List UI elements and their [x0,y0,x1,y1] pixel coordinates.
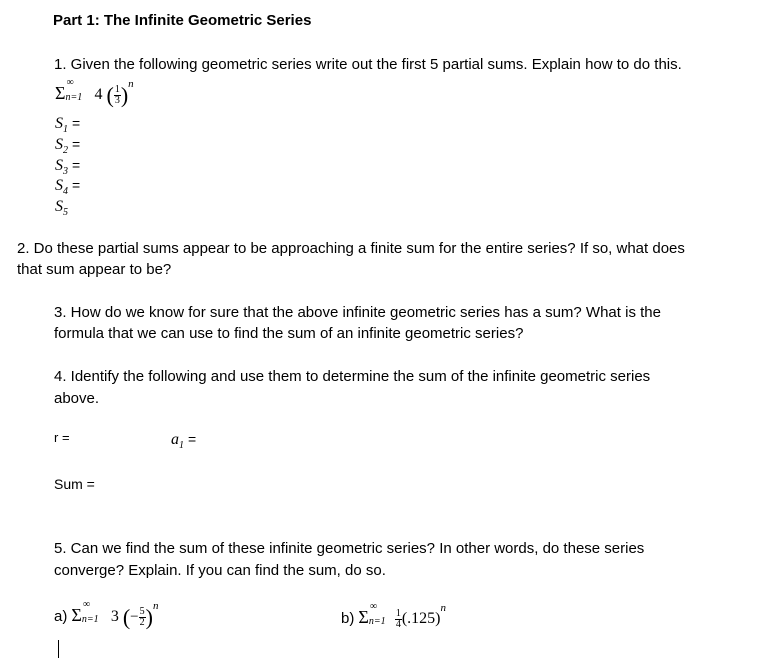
q1-lower-limit: n=1 [65,92,83,103]
partial-sum-1: $S_1$ = [55,115,81,135]
partial-sum-4: $S_4$ = [55,177,81,197]
q5a-upper-limit: ∞ [82,599,90,610]
sum-label: Sum = [54,476,95,492]
q1-exponent: n [128,78,134,90]
q5b-exponent: n [440,602,446,614]
question-5-line-2: converge? Explain. If you can find the sum, do so. [54,562,386,579]
q5-series-b [341,602,446,630]
partial-sum-3: $S_3$ = [55,157,81,177]
question-1-text: 1. Given the following geometric series write out the first 5 partial sums. Explain how to do this. [54,56,682,73]
a1-label: $a_1$ = [171,431,197,451]
question-4-line-2: above. [54,390,100,407]
q1-sigma: Σ [55,83,66,103]
question-5-line-1: 5. Can we find the sum of these infinite geometric series? In other words, do these series [54,540,645,557]
q5b-fraction-numerator: 1 [395,607,401,619]
q5b-sigma: Σ [358,607,369,627]
q5a-label: a) [54,608,68,625]
q5a-fraction-numerator: 5 [139,605,145,617]
q5b-base: (.125) [401,610,441,627]
q5a-lower-limit: n=1 [81,614,99,625]
q5a-coefficient: 3 [110,608,119,625]
partial-sum-5: $S_5$ [55,198,68,218]
partial-sum-2: $S_2$ = [55,136,81,156]
q5b-lower-limit: n=1 [368,616,386,627]
q5-series-a: a) Σ ∞ n=1 3 (− $\frac{5}{2}$ )$^n$ [54,599,159,630]
q1-fraction-denominator: 3 [114,94,120,106]
question-3-line-1: 3. How do we know for sure that the above infinite geometric series has a sum? What is the [54,304,661,321]
r-label: r = [54,430,70,445]
q1-upper-limit: ∞ [66,77,74,88]
question-2-line-1: 2. Do these partial sums appear to be approaching a finite sum for the entire series? If so, what does [17,240,685,257]
text-cursor[interactable] [58,640,59,658]
q5a-sign: − [130,608,139,625]
q1-series: Σ ∞ n=1 4 ( $\frac{1}{3}$ )$^n$ [55,77,134,108]
question-3-line-2: formula that we can use to find the sum of an infinite geometric series? [54,325,524,342]
q5b-label: b) [341,610,355,627]
q5b-upper-limit: ∞ [369,601,377,612]
question-4-line-1: 4. Identify the following and use them to determine the sum of the infinite geometric series [54,368,651,385]
q5b-fraction-denominator: 4 [395,618,401,630]
q1-coefficient: 4 [94,86,103,103]
q1-fraction-numerator: 1 [114,83,120,95]
part-title: Part 1: The Infinite Geometric Series [53,12,312,29]
q5a-fraction-denominator: 2 [139,616,145,628]
q5a-sigma: Σ [71,605,82,625]
question-2-line-2: that sum appear to be? [17,261,172,278]
q5a-exponent: n [152,600,159,612]
